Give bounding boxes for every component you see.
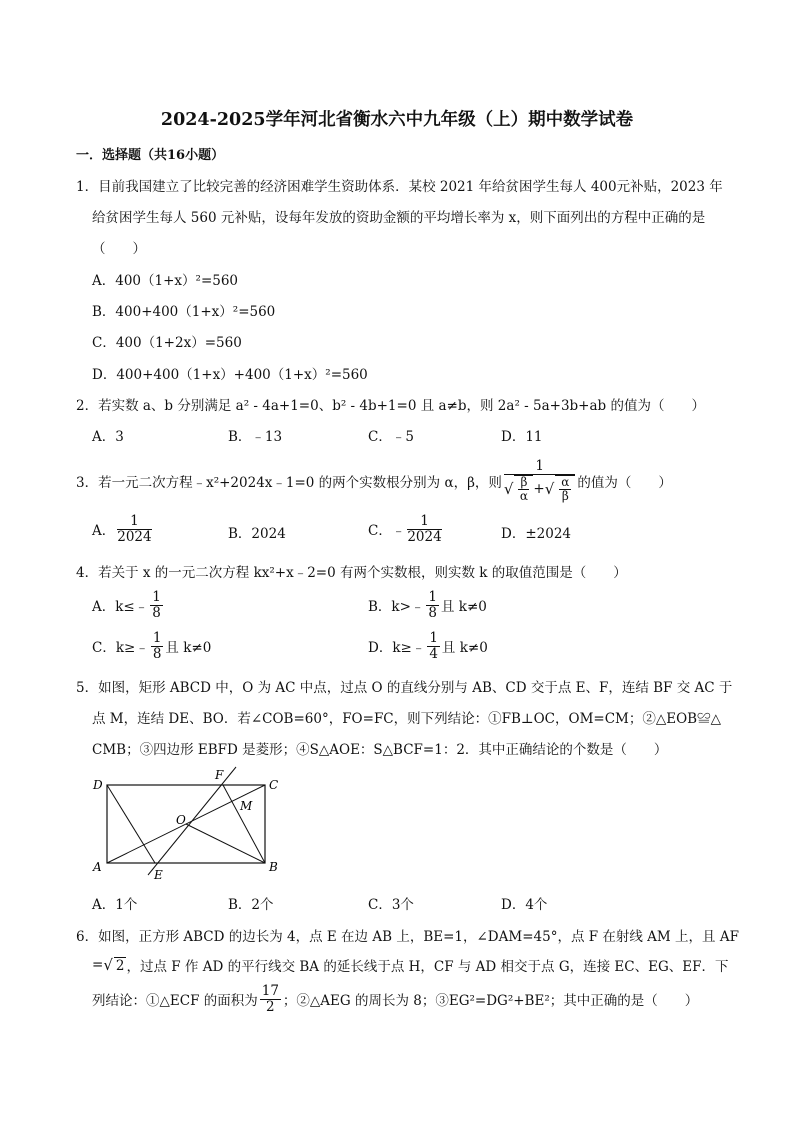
q2-option-c: C．﹣5 xyxy=(368,429,414,445)
q1-paren: （ ） xyxy=(92,241,146,257)
q4-option-d: D．k≥﹣ $\frac{1}{4}$ 且 k≠0 xyxy=(368,630,488,662)
q2-option-d: D．11 xyxy=(501,429,543,445)
q3-frac-denominator: √ β α + √ α β xyxy=(504,475,575,503)
q3-main-fraction xyxy=(504,459,575,503)
q3-stem-text-b: 的值为（ ） xyxy=(577,475,672,491)
segment-bf xyxy=(223,785,265,863)
q3-option-a: A． $\frac{1}{2024}$ xyxy=(92,513,152,545)
q3-sqrt2-den: β xyxy=(561,488,569,503)
q6-sqrt-value: 2 xyxy=(115,957,125,974)
q1-option-d: D．400+400（1+x）+400（1+x）²=560 xyxy=(92,367,368,383)
label-c: C xyxy=(269,778,279,792)
q6-line1: 6．如图，正方形 ABCD 的边长为 4，点 E 在边 AB 上，BE=1，∠DAM=45°，点 F 在射线 AM 上，且 AF xyxy=(76,929,739,945)
q3-sqrt1-num: β xyxy=(520,474,528,489)
q5-line2: 点 M，连结 DE、BO．若∠COB=60°，FO=FC，则下列结论：①FB⊥OC，OM=CM；②△EOB≌△ xyxy=(92,711,721,727)
q1-line2: 给贫困学生每人 560 元补贴，设每年发放的资助金额的平均增长率为 x，则下面列出的方程中正确的是 xyxy=(92,210,706,226)
q5-option-c: C．3个 xyxy=(368,897,414,913)
q5-option-b: B．2个 xyxy=(228,897,274,913)
q5-option-a: A．1个 xyxy=(92,897,138,913)
q6-line2: = √ 2 ，过点 F 作 AD 的平行线交 BA 的延长线于点 H，CF 与 AD 相交于点 G，连接 EC、EG、EF．下 xyxy=(92,956,729,975)
q5-line3: CMB；③四边形 EBFD 是菱形；④S△AOE：S△BCF=1：2．其中正确结论的个数是（ ） xyxy=(92,742,668,758)
q3-c-den: 2024 xyxy=(407,528,442,545)
q6-frac-den: 2 xyxy=(266,998,275,1015)
q3-stem-text-a: 3．若一元二次方程﹣x²+2024x﹣1=0 的两个实数根分别为 α，β，则 xyxy=(76,475,502,491)
q3-a-den: 2024 xyxy=(117,528,152,545)
q1-line1: 1．目前我国建立了比较完善的经济困难学生资助体系．某校 2021 年给贫困学生每人 400元补贴，2023 年 xyxy=(76,179,723,195)
q1-option-c: C．400（1+2x）=560 xyxy=(92,335,242,351)
line-ef xyxy=(148,767,236,875)
q3-frac-numerator: 1 xyxy=(504,459,575,475)
q3-sqrt1-den: α xyxy=(519,488,528,503)
segment-ob xyxy=(186,824,265,863)
section-heading: 一．选择题（共16小题） xyxy=(76,148,225,163)
q3-c-num: 1 xyxy=(407,514,441,530)
q3-sqrt2-num: α xyxy=(561,474,570,489)
q5-rectangle-figure xyxy=(88,762,288,884)
q3-a-num: 1 xyxy=(117,514,151,530)
q3-option-c: C． ﹣ $\frac{1}{2024}$ xyxy=(368,513,442,545)
q4-option-b: B．k>﹣ $\frac{1}{8}$ 且 k≠0 xyxy=(368,589,487,621)
q6-frac-num: 17 xyxy=(261,983,279,999)
q2-option-a: A．3 xyxy=(92,429,124,445)
label-e: E xyxy=(154,868,163,882)
q4-line1: 4．若关于 x 的一元二次方程 kx²+x﹣2=0 有两个实数根，则实数 k 的取值范围是（ ） xyxy=(76,565,627,581)
q4-option-c: C．k≥﹣ $\frac{1}{8}$ 且 k≠0 xyxy=(92,630,212,662)
q3-option-b: B．2024 xyxy=(228,526,286,542)
q4-option-a: A．k≤﹣ $\frac{1}{8}$ xyxy=(92,589,161,621)
label-o: O xyxy=(176,813,186,827)
q5-line1: 5．如图，矩形 ABCD 中，O 为 AC 中点，过点 O 的直线分别与 AB、CD 交于点 E、F，连结 BF 交 AC 于 xyxy=(76,680,733,696)
page-title: 2024-2025学年河北省衡水六中九年级（上）期中数学试卷 xyxy=(160,110,634,130)
label-f: F xyxy=(215,768,224,782)
label-a: A xyxy=(93,860,102,874)
q2-option-b: B．﹣13 xyxy=(228,429,283,445)
label-m: M xyxy=(240,799,253,813)
label-b: B xyxy=(269,860,278,874)
q2-line1: 2．若实数 a、b 分别满足 a² - 4a+1=0、b² - 4b+1=0 且 a≠b，则 2a² - 5a+3b+ab 的值为（ ） xyxy=(76,398,705,414)
q1-option-a: A．400（1+x）²=560 xyxy=(92,273,239,289)
q5-option-d: D．4个 xyxy=(501,897,548,913)
q3-plus: + xyxy=(533,480,545,497)
q3-option-d: D．±2024 xyxy=(501,526,571,542)
q6-line3: 列结论：①△ECF 的面积为 $\frac{17}{2}$ ；②△AEG 的周长为 8；③EG²=DG²+BE²；其中正确的是（ ） xyxy=(92,983,699,1015)
label-d: D xyxy=(93,778,103,792)
q3-stem xyxy=(76,452,672,510)
q1-option-b: B．400+400（1+x）²=560 xyxy=(92,304,276,320)
